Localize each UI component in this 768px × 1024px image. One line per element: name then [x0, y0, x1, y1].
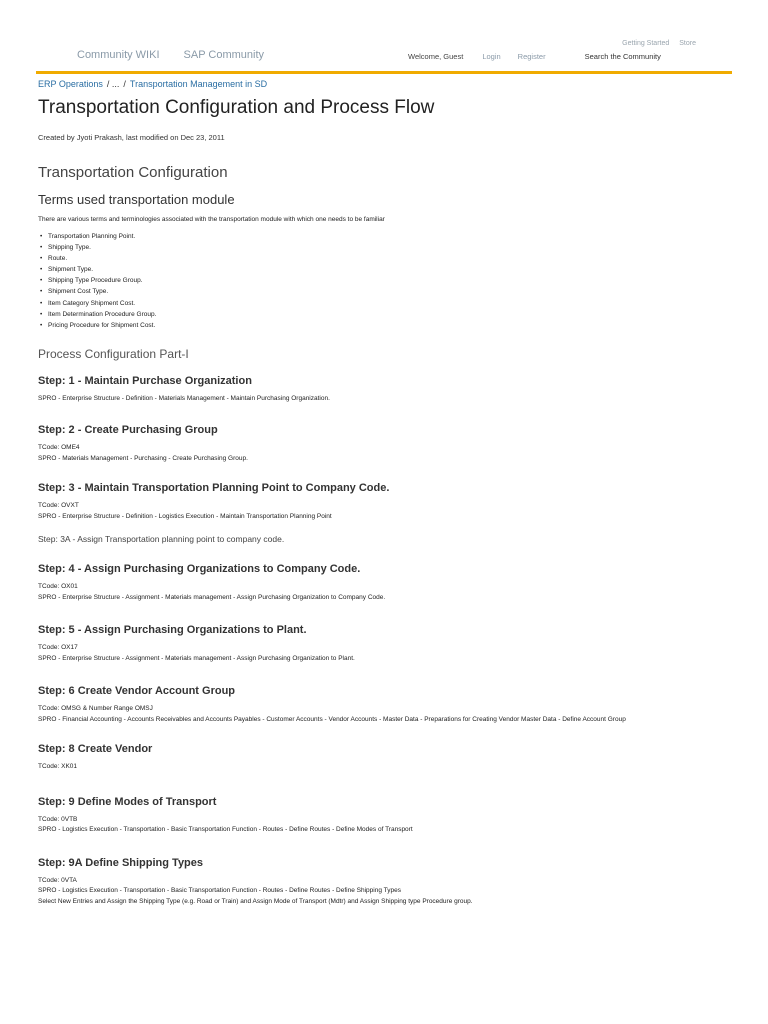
breadcrumb — [38, 79, 267, 89]
brand-links — [77, 49, 264, 61]
page-content — [38, 96, 738, 907]
step-line: SPRO - Enterprise Structure - Definition - Materials Management - Maintain Purchasing Organization. — [38, 394, 330, 402]
bullet-icon: • — [40, 233, 43, 240]
login-link[interactable]: Login — [482, 52, 501, 61]
user-bar — [408, 52, 661, 61]
step-title: Step: 2 - Create Purchasing Group — [38, 424, 218, 437]
step-title: Step: 9A Define Shipping Types — [38, 856, 204, 869]
step-2 — [38, 423, 738, 464]
step-line: TCode: XK01 — [38, 763, 78, 771]
bullet-icon: • — [40, 321, 43, 329]
top-navigation — [0, 0, 768, 74]
step-6 — [38, 684, 738, 725]
sap-community-link[interactable]: SAP Community — [183, 49, 265, 61]
list-item: • Shipment Type. — [48, 264, 738, 275]
intro-paragraph: There are various terms and terminologies associated with the transportation module with which one needs to be familiar — [38, 216, 385, 223]
list-item: • Pricing Procedure for Shipment Cost. — [48, 320, 738, 331]
terms-list — [40, 231, 738, 331]
step-line: TCode: OX17 — [38, 644, 78, 652]
breadcrumb-transportation-management[interactable]: Transportation Management in SD — [129, 79, 268, 89]
store-link[interactable]: Store — [679, 40, 696, 47]
step-title: Step: 6 Create Vendor Account Group — [38, 685, 236, 698]
step-4 — [38, 562, 738, 603]
step-title: Step: 1 - Maintain Purchase Organization — [38, 374, 252, 387]
page-title: Transportation Configuration and Process Flow — [38, 97, 435, 118]
community-wiki-link[interactable]: Community WIKI — [77, 49, 160, 61]
search-community-link[interactable]: Search the Community — [584, 52, 661, 61]
step-9 — [38, 795, 738, 836]
step-line: SPRO - Enterprise Structure - Assignment - Materials management - Assign Purchasing Organization to Company Code. — [38, 593, 386, 601]
bullet-icon: • — [40, 244, 43, 252]
list-item: • Shipping Type. — [48, 242, 738, 253]
step-title: Step: 9 Define Modes of Transport — [38, 795, 217, 808]
step-line: SPRO - Financial Accounting - Accounts Receivables and Accounts Payables - Customer Accounts - Vendor Accounts - Master Data - Preparations for Creating Vendor Master Data - Define Account Group — [38, 715, 626, 723]
bullet-icon: • — [40, 310, 43, 318]
step-line: TCode: OMSG & Number Range OMSJ — [38, 705, 153, 713]
step-3 — [38, 481, 738, 522]
bullet-icon: • — [40, 299, 43, 307]
list-item: • Shipment Cost Type. — [48, 286, 738, 297]
step-line: Select New Entries and Assign the Shipping Type (e.g. Road or Train) and Assign Mode of Transport (Mdtr) and Assign Shipping type Procedure group. — [38, 897, 473, 905]
step-title: Step: 8 Create Vendor — [38, 743, 153, 756]
subsection-heading-terms: Terms used transportation module — [38, 192, 235, 207]
step-line: TCode: OVXT — [38, 502, 79, 510]
step-8 — [38, 742, 738, 773]
bullet-icon: • — [40, 255, 43, 263]
step-title: Step: 3 - Maintain Transportation Planning Point to Company Code. — [38, 482, 390, 495]
getting-started-link[interactable]: Getting Started — [622, 40, 670, 47]
list-item: • Shipping Type Procedure Group. — [48, 275, 738, 286]
step-line: SPRO - Enterprise Structure - Assignment - Materials management - Assign Purchasing Organization to Plant. — [38, 654, 355, 662]
step-1 — [38, 374, 738, 405]
step-9a — [38, 856, 738, 908]
step-line: SPRO - Logistics Execution - Transportation - Basic Transportation Function - Routes - Define Routes - Define Modes of Transport — [38, 826, 413, 834]
breadcrumb-separator: / — [123, 79, 126, 89]
section-heading-process-configuration: Process Configuration Part-I — [38, 346, 189, 361]
section-heading-transportation-configuration: Transportation Configuration — [38, 164, 228, 181]
list-item: • Item Determination Procedure Group. — [48, 309, 738, 320]
step-title: Step: 4 - Assign Purchasing Organizations to Company Code. — [38, 563, 361, 576]
list-item: • Transportation Planning Point. — [48, 231, 738, 242]
list-item: • Item Category Shipment Cost. — [48, 298, 738, 309]
list-item: • Route. — [48, 253, 738, 264]
bullet-icon: • — [40, 277, 43, 285]
step-line: TCode: 0VTA — [38, 876, 77, 884]
breadcrumb-erp-operations[interactable]: ERP Operations — [38, 79, 103, 89]
step-line: SPRO - Logistics Execution - Transportation - Basic Transportation Function - Routes - Define Routes - Define Shipping Types — [38, 887, 401, 895]
register-link[interactable]: Register — [517, 52, 546, 61]
step-line: TCode: OX01 — [38, 583, 78, 591]
step-line: TCode: 0VTB — [38, 815, 78, 823]
utility-links — [622, 40, 696, 47]
step-5 — [38, 623, 738, 664]
header-divider — [36, 71, 732, 74]
bullet-icon: • — [40, 288, 43, 296]
bullet-icon: • — [40, 266, 43, 274]
step-3a: Step: 3A - Assign Transportation planning point to company code. — [38, 534, 285, 545]
step-title: Step: 5 - Assign Purchasing Organizations to Plant. — [38, 624, 307, 637]
step-line: SPRO - Materials Management - Purchasing - Create Purchasing Group. — [38, 454, 248, 462]
welcome-text: Welcome, Guest — [408, 52, 464, 61]
page-byline: Created by Jyoti Prakash, last modified on Dec 23, 2011 — [38, 133, 225, 142]
breadcrumb-ellipsis[interactable]: / ... — [106, 79, 120, 89]
step-line: SPRO - Enterprise Structure - Definition - Logistics Execution - Maintain Transportation Planning Point — [38, 512, 332, 520]
step-line: TCode: OME4 — [38, 444, 80, 452]
